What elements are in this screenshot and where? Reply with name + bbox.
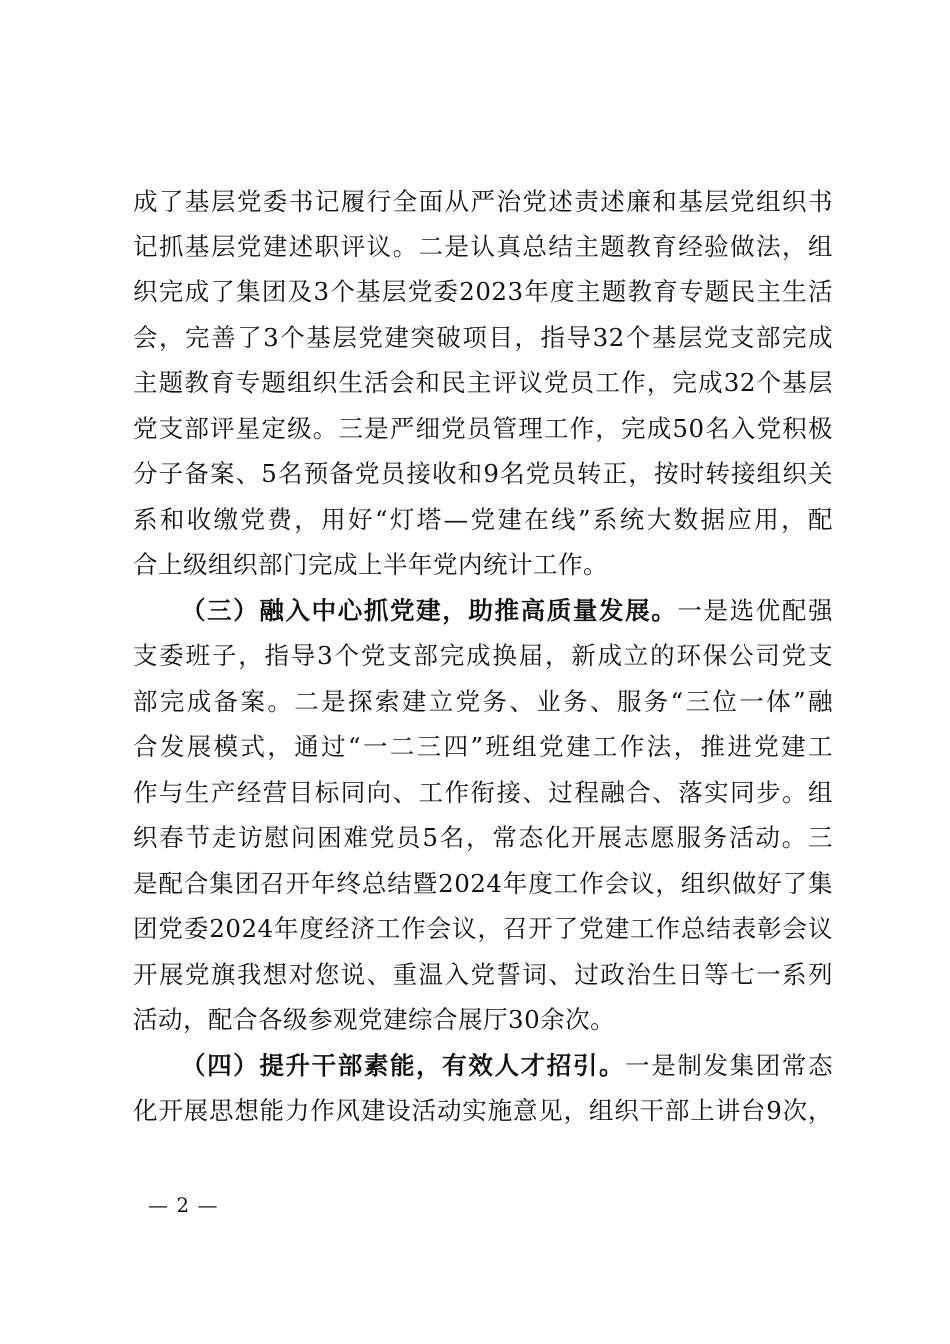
- body-line-4: 会，完善了3个基层党建突破项目，指导32个基层党支部完成: [133, 323, 833, 352]
- body-line-6: 党支部评星定级。三是严细党员管理工作，完成50名入党积极: [133, 414, 833, 443]
- section-3-first-line: [181, 596, 833, 626]
- body-line-11: 支委班子，指导3个党支部完成换届，新成立的环保公司党支: [133, 641, 833, 670]
- section-3-text: 一是选优配强: [677, 596, 833, 625]
- body-line-2: 记抓基层党建述职评议。二是认真总结主题教育经验做法，组: [133, 232, 833, 261]
- body-line-15: 织春节走访慰问困难党员5名，常态化开展志愿服务活动。三: [133, 823, 833, 852]
- body-line-7: 分子备案、5名预备党员接收和9名党员转正，按时转接组织关: [133, 459, 833, 488]
- page-number: — 2 —: [148, 1193, 219, 1217]
- section-4-text: 一是制发集团常态: [625, 1051, 833, 1080]
- body-line-18: 开展党旗我想对您说、重温入党誓词、过政治生日等七一系列: [133, 960, 833, 989]
- body-line-13: 合发展模式，通过“一二三四”班组党建工作法，推进党建工: [133, 732, 833, 761]
- body-line-12: 部完成备案。二是探索建立党务、业务、服务“三位一体”融: [133, 687, 833, 716]
- section-4-heading: （四）提升干部素能，有效人才招引。: [181, 1051, 626, 1080]
- body-line-17: 团党委2024年度经济工作会议，召开了党建工作总结表彰会议: [133, 914, 833, 943]
- section-3-heading: （三）融入中心抓党建，助推高质量发展。: [181, 596, 678, 625]
- body-line-21: 化开展思想能力作风建设活动实施意见，组织干部上讲台9次，: [133, 1096, 833, 1125]
- body-line-3: 织完成了集团及3个基层党委2023年度主题教育专题民主生活: [133, 277, 833, 306]
- body-line-19: 活动，配合各级参观党建综合展厅30余次。: [133, 1005, 616, 1034]
- body-line-1: 成了基层党委书记履行全面从严治党述责述廉和基层党组织书: [133, 187, 833, 216]
- section-4-first-line: [181, 1051, 833, 1081]
- body-line-8: 系和收缴党费，用好“灯塔—党建在线”系统大数据应用，配: [133, 505, 833, 534]
- body-line-16: 是配合集团召开年终总结暨2024年度工作会议，组织做好了集: [133, 869, 833, 898]
- body-line-14: 作与生产经营目标同向、工作衔接、过程融合、落实同步。组: [133, 778, 833, 807]
- body-line-5: 主题教育专题组织生活会和民主评议党员工作，完成32个基层: [133, 368, 833, 397]
- body-line-9: 合上级组织部门完成上半年党内统计工作。: [133, 550, 608, 579]
